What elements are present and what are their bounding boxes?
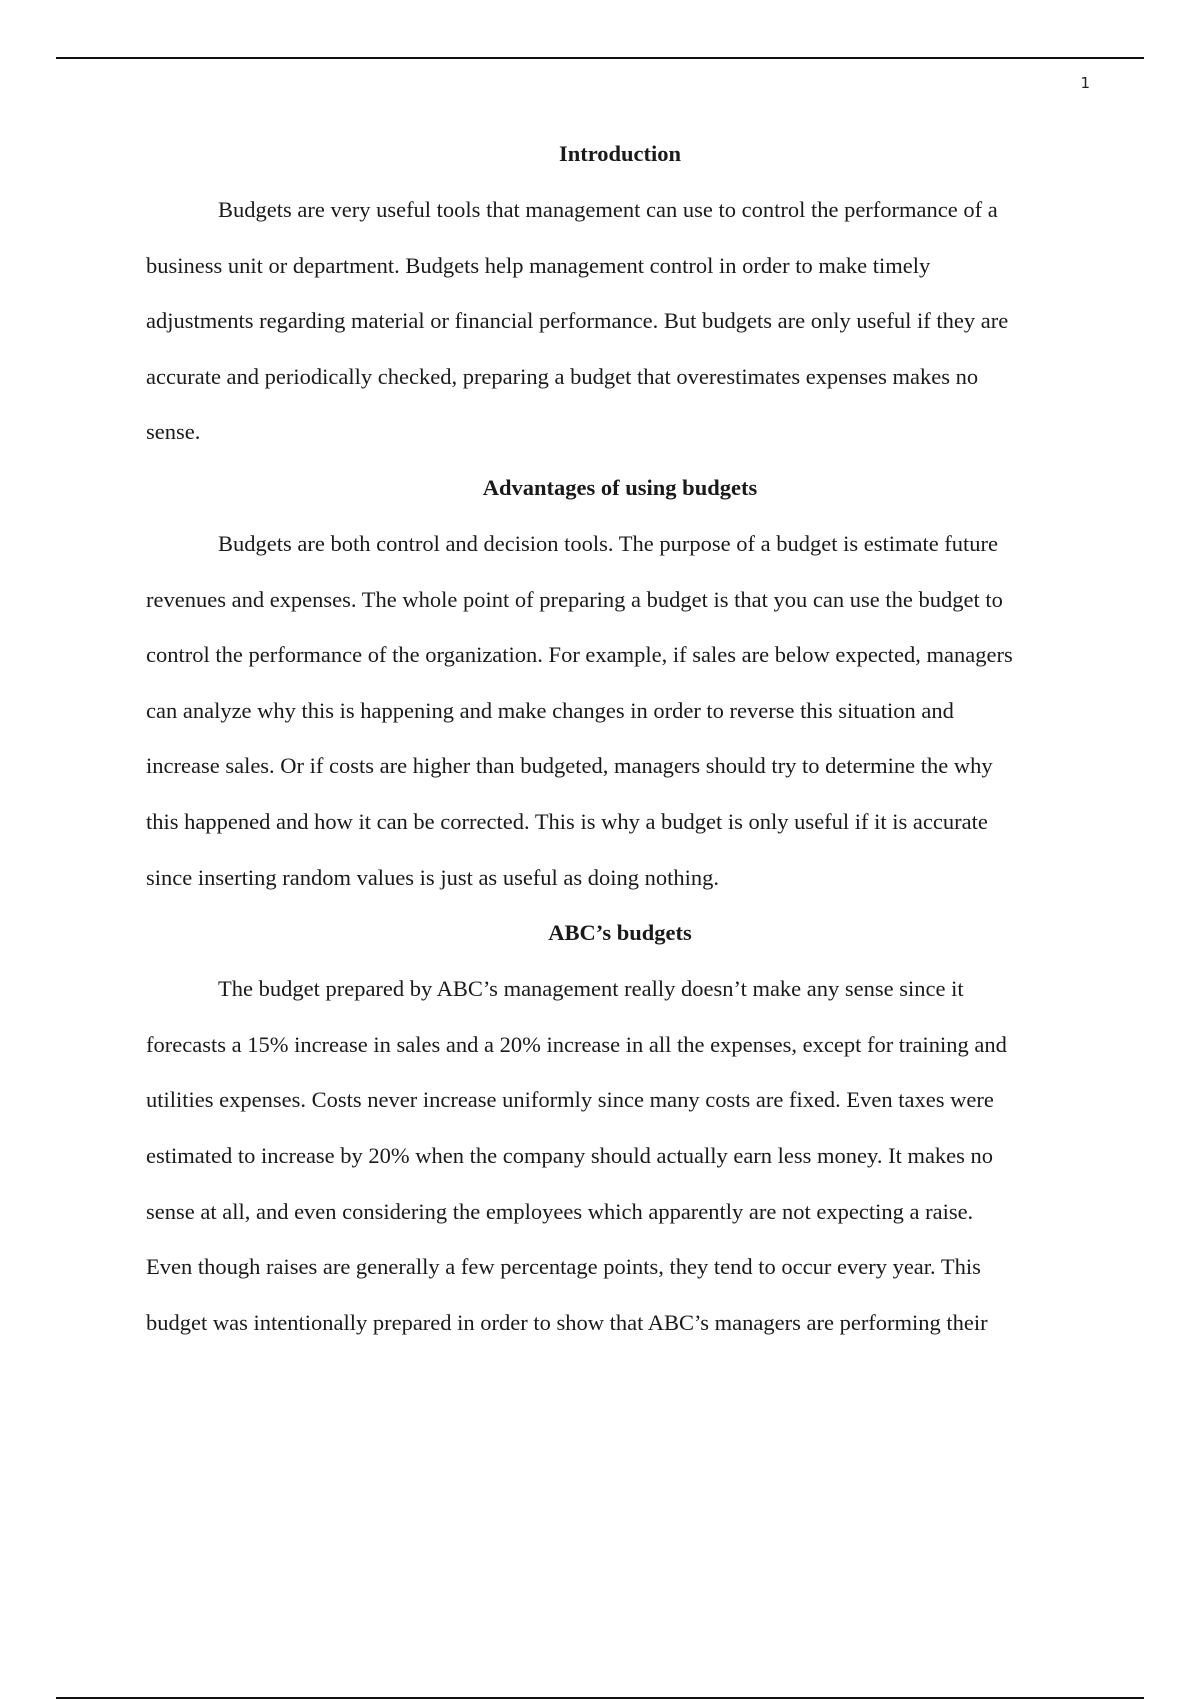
text-line: budget was intentionally prepared in order to show that ABC’s managers are performing their: [146, 1309, 988, 1335]
text-line: estimated to increase by 20% when the company should actually earn less money. It makes no: [146, 1142, 994, 1168]
text-line: revenues and expenses. The whole point of preparing a budget is that you can use the budget to: [146, 586, 1003, 612]
text-line: Budgets are very useful tools that management can use to control the performance of a: [218, 197, 998, 222]
text-line: Budgets are both control and decision tools. The purpose of a budget is estimate future: [218, 530, 999, 556]
text-line: forecasts a 15% increase in sales and a 20% increase in all the expenses, except for training and: [146, 1031, 1007, 1057]
text-line: Even though raises are generally a few percentage points, they tend to occur every year. This: [146, 1254, 981, 1280]
text-line: since inserting random values is just as useful as doing nothing.: [146, 864, 720, 890]
text-line: this happened and how it can be corrected. This is why a budget is only useful if it is accurate: [146, 808, 988, 834]
paragraph-advantages: [146, 516, 1094, 905]
text-line: can analyze why this is happening and make changes in order to reverse this situation and: [146, 697, 954, 723]
header-rule: [56, 57, 1144, 59]
section-heading-introduction: Introduction: [558, 141, 682, 166]
text-line: business unit or department. Budgets help management control in order to make timely: [146, 252, 931, 278]
text-line: sense.: [146, 419, 201, 445]
section-heading-advantages: Advantages of using budgets: [482, 474, 758, 500]
text-line: The budget prepared by ABC’s management really doesn’t make any sense since it: [218, 976, 964, 1002]
footer-rule: [56, 1697, 1144, 1699]
text-line: accurate and periodically checked, preparing a budget that overestimates expenses makes no: [146, 363, 979, 389]
paragraph-abc-budgets: [146, 961, 1094, 1350]
page-number: 1: [1080, 74, 1090, 92]
section-heading-abc-budgets: ABC’s budgets: [548, 920, 692, 946]
text-line: utilities expenses. Costs never increase uniformly since many costs are fixed. Even taxes were: [146, 1087, 994, 1113]
text-line: increase sales. Or if costs are higher than budgeted, managers should try to determine the why: [146, 753, 993, 779]
text-line: sense at all, and even considering the employees which apparently are not expecting a raise.: [146, 1198, 974, 1224]
document-body: [146, 126, 1094, 1350]
text-line: control the performance of the organization. For example, if sales are below expected, managers: [146, 642, 1013, 668]
paragraph-introduction: [146, 182, 1094, 460]
text-line: adjustments regarding material or financial performance. But budgets are only useful if they are: [146, 308, 1009, 334]
